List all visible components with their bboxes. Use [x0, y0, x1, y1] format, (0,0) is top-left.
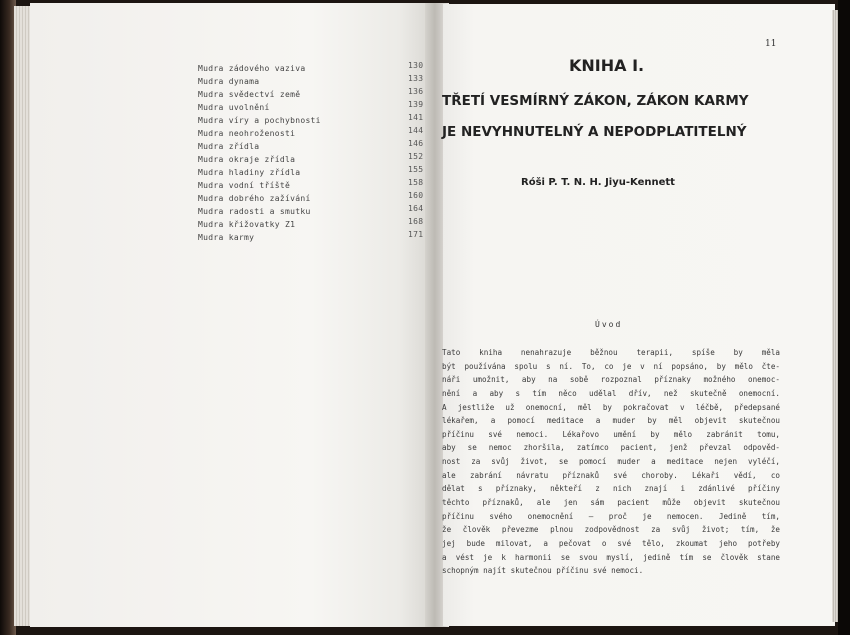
chapter-title-line2: JE NEVYHNUTELNÝ A NEPODPLATITELNÝ	[442, 124, 747, 140]
toc-item	[198, 87, 430, 103]
toc-item	[198, 74, 430, 90]
toc-item	[198, 204, 430, 220]
toc-item	[198, 178, 430, 194]
text-line: být používána spolu s ní. To, co je v ní popsáno, by mělo čte-	[442, 361, 780, 371]
toc-item-page: 160	[408, 191, 424, 200]
text-line: Tato kniha nenahrazuje běžnou terapii, spíše by měla	[442, 348, 780, 357]
toc-item-page: 168	[408, 217, 424, 226]
toc-item-page: 136	[408, 87, 424, 96]
text-line: lékařem, a pomocí meditace a muder by měl objevit skutečnou	[442, 416, 780, 426]
text-line: schopným najít skutečnou příčinu své nemoci.	[442, 566, 644, 576]
toc-item-page: 158	[408, 178, 424, 187]
body-text	[442, 348, 780, 580]
book-label: KNIHA I.	[569, 56, 645, 75]
toc-item-page: 139	[408, 100, 424, 109]
toc-item	[198, 61, 430, 77]
text-line: a vést je k harmonii se svou myslí, jedině tím se člověk stane	[442, 552, 780, 562]
toc-item-title: Mudra zřídla	[198, 142, 260, 151]
text-line: nost za svůj život, se pomocí muder a meditace nejen vyléčí,	[442, 457, 780, 467]
toc-item-page: 146	[408, 139, 424, 148]
toc-item	[198, 126, 430, 142]
toc-item	[198, 113, 430, 129]
text-line: že člověk převezme plnou zodpovědnost za svůj život; tím, že	[442, 525, 780, 535]
toc-item	[198, 191, 430, 207]
toc-item	[198, 152, 430, 168]
toc-item-title: Mudra svědectví země	[198, 90, 301, 99]
text-line: dělat s příznaky, někteří z nich znají i zdánlivé příčiny	[442, 484, 780, 494]
toc-item-page: 133	[408, 74, 424, 83]
text-line: příčinu své nemoci. Lékařovo umění by mělo zabránit tomu,	[442, 429, 780, 439]
text-line: jej bude milovat, a pečovat o své tělo, zkoumat jeho potřeby	[442, 538, 780, 548]
text-line: ale zabrání návratu příznaků své choroby. Lékaři vědí, co	[442, 470, 780, 480]
toc-item-title: Mudra okraje zřídla	[198, 155, 296, 164]
toc-item-title: Mudra zádového vaziva	[198, 64, 306, 73]
text-line: těchto příznaků, ale jen sám pacient může objevit skutečnou	[442, 498, 780, 508]
table-of-contents	[198, 61, 430, 246]
toc-item-title: Mudra dynama	[198, 77, 260, 86]
text-line: náři umožnit, aby na sobě rozpoznal příznaky možného onemoc-	[442, 375, 780, 385]
toc-item-page: 152	[408, 152, 424, 161]
toc-item	[198, 139, 430, 155]
toc-item-page: 144	[408, 126, 424, 135]
toc-item-page: 164	[408, 204, 424, 213]
toc-item-page: 130	[408, 61, 424, 70]
section-title: Úvod	[595, 320, 623, 329]
toc-item-title: Mudra křižovatky Z1	[198, 220, 296, 229]
toc-item-title: Mudra uvolnění	[198, 103, 270, 112]
toc-item-title: Mudra hladiny zřídla	[198, 168, 301, 177]
toc-item-page: 171	[408, 230, 424, 239]
text-line: nění a aby s tím něco udělal dřív, než skutečně onemocní.	[442, 388, 780, 398]
chapter-title-line1: TŘETÍ VESMÍRNÝ ZÁKON, ZÁKON KARMY	[442, 93, 749, 109]
author-line: Róši P. T. N. H. Jiyu-Kennett	[521, 177, 675, 188]
book-edge-right	[838, 0, 850, 635]
toc-item	[198, 217, 430, 233]
toc-item	[198, 230, 430, 246]
toc-item-title: Mudra víry a pochybnosti	[198, 116, 321, 125]
text-line: příčinu svého onemocnění — proč je nemocen. Jedině tím,	[442, 511, 780, 521]
toc-item	[198, 165, 430, 181]
page-number: 11	[765, 39, 777, 49]
toc-item-title: Mudra radosti a smutku	[198, 207, 311, 216]
toc-item-page: 141	[408, 113, 424, 122]
text-line: A jestliže už onemocní, měl by pokračovat v léčbě, předepsané	[442, 402, 780, 412]
toc-item	[198, 100, 430, 116]
toc-item-title: Mudra karmy	[198, 233, 255, 242]
toc-item-title: Mudra neohroženosti	[198, 129, 296, 138]
text-line: aby se nemoc zhoršila, zatímco pacient, jenž převzal odpověd-	[442, 443, 780, 453]
toc-item-title: Mudra dobrého zažívání	[198, 194, 311, 203]
toc-item-title: Mudra vodní tříště	[198, 181, 291, 190]
toc-item-page: 155	[408, 165, 424, 174]
